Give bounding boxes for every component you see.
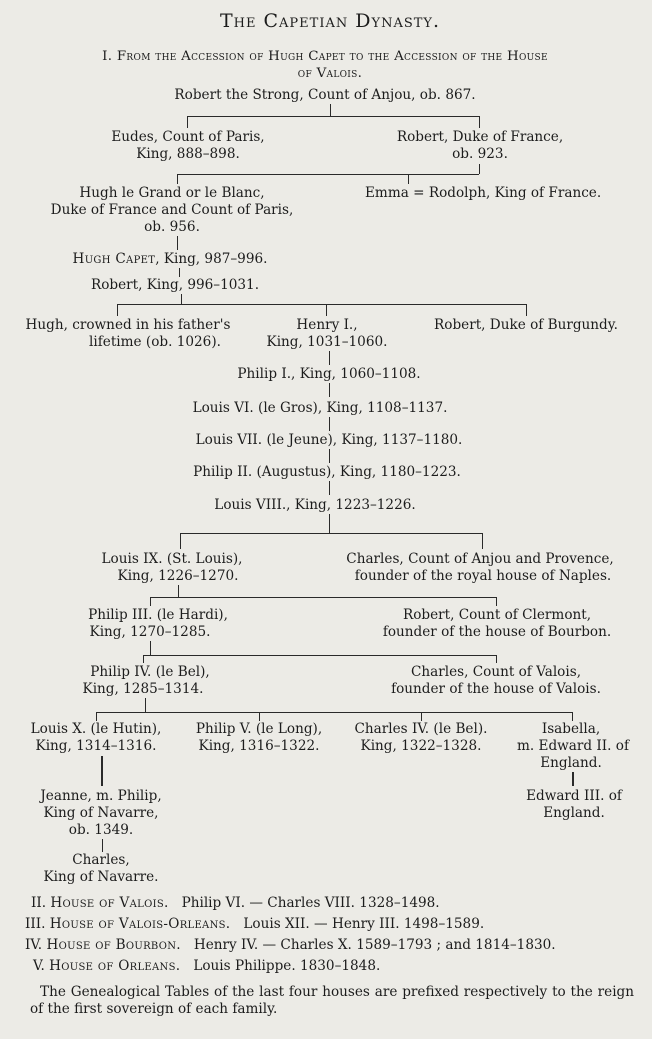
- louis-vi: Louis VI. (le Gros), King, 1108–1137.: [192, 400, 448, 416]
- hugh-capet-reign: , King, 987–996.: [155, 251, 268, 267]
- robert-duke-line1: Robert, Duke of France,: [396, 129, 564, 145]
- tree-line: [143, 655, 144, 663]
- tree-line: [178, 585, 179, 597]
- tree-line: [329, 417, 330, 431]
- tree-line: [101, 756, 103, 786]
- isabella-line2: m. Edward II. of: [516, 738, 630, 754]
- tree-line: [572, 772, 574, 786]
- tree-line: [572, 712, 573, 721]
- tree-line: [177, 174, 178, 184]
- section-heading-line1: I. From the Accession of Hugh Capet to the Accession of the House: [102, 49, 548, 64]
- house-number: II.: [31, 895, 47, 911]
- footnote: The Genealogical Tables of the last four houses are prefixed respectively to the reign of the first sovereign of each family.: [30, 984, 634, 1017]
- charles-iv-line1: Charles IV. (le Bel).: [354, 721, 488, 737]
- hugh-crowned-line2: lifetime (ob. 1026).: [89, 334, 221, 350]
- tree-line: [329, 481, 330, 495]
- tree-line: [326, 304, 327, 316]
- hugh-capet: [73, 251, 268, 268]
- isabella-line1: Isabella,: [541, 721, 601, 737]
- robert-burgundy: Robert, Duke of Burgundy.: [434, 317, 618, 333]
- robert-clermont-line1: Robert, Count of Clermont,: [402, 607, 592, 623]
- hugh-le-grand-line3: ob. 956.: [144, 219, 200, 235]
- house-reigns: Louis XII. — Henry III. 1498–1589.: [243, 916, 485, 932]
- tree-line: [187, 116, 479, 117]
- tree-line: [479, 164, 480, 174]
- tree-line: [329, 514, 330, 533]
- louis-x-line1: Louis X. (le Hutin),: [30, 721, 162, 737]
- henry-i-line2: King, 1031–1060.: [266, 334, 388, 350]
- robert-the-strong: Robert the Strong, Count of Anjou, ob. 867.: [174, 87, 476, 103]
- tree-line: [143, 655, 496, 656]
- philip-ii: Philip II. (Augustus), King, 1180–1223.: [193, 464, 461, 480]
- tree-line: [330, 104, 331, 116]
- robert-duke-line2: ob. 923.: [452, 146, 508, 162]
- tree-line: [145, 698, 146, 712]
- house-reigns: Louis Philippe. 1830–1848.: [193, 958, 381, 974]
- charles-valois-line2: founder of the house of Valois.: [391, 681, 601, 697]
- house-name: House of Valois-Orleans.: [49, 916, 231, 932]
- tree-line: [180, 533, 482, 534]
- house-name: House of Valois.: [50, 895, 169, 911]
- house-row: [25, 937, 556, 954]
- tree-line: [150, 641, 151, 655]
- tree-line: [421, 712, 422, 721]
- tree-line: [496, 597, 497, 606]
- tree-line: [187, 116, 188, 128]
- tree-line: [150, 597, 496, 598]
- hugh-crowned-line1: Hugh, crowned in his father's: [25, 317, 231, 333]
- tree-line: [496, 655, 497, 663]
- page-title: The Capetian Dynasty.: [219, 10, 441, 32]
- hugh-capet-name: Hugh Capet: [72, 251, 156, 267]
- tree-line: [259, 712, 260, 721]
- house-number: V.: [33, 958, 45, 974]
- emma-rodolph: Emma = Rodolph, King of France.: [365, 185, 602, 201]
- philip-iii-line2: King, 1270–1285.: [89, 624, 211, 640]
- eudes-line2: King, 888–898.: [136, 146, 240, 162]
- isabella-line3: England.: [540, 755, 602, 771]
- tree-line: [180, 533, 181, 549]
- tree-line: [181, 294, 182, 304]
- tree-line: [329, 383, 330, 397]
- section-heading-line2: of Valois.: [297, 66, 363, 81]
- tree-line: [117, 304, 118, 316]
- charles-anjou-line2: founder of the royal house of Naples.: [354, 568, 612, 584]
- charles-valois-line1: Charles, Count of Valois,: [410, 664, 582, 680]
- jeanne-line1: Jeanne, m. Philip,: [40, 788, 162, 804]
- house-number: III.: [25, 916, 46, 932]
- tree-line: [329, 449, 330, 463]
- house-reigns: Henry IV. — Charles X. 1589–1793 ; and 1814–1830.: [193, 937, 556, 953]
- house-row: [31, 895, 440, 912]
- philip-i: Philip I., King, 1060–1108.: [237, 366, 421, 382]
- louis-vii: Louis VII. (le Jeune), King, 1137–1180.: [195, 432, 463, 448]
- tree-line: [117, 304, 526, 305]
- tree-line: [177, 236, 178, 250]
- tree-line: [479, 116, 480, 128]
- tree-line: [150, 597, 151, 606]
- house-row: [33, 958, 380, 975]
- house-reigns: Philip VI. — Charles VIII. 1328–1498.: [181, 895, 440, 911]
- eudes-line1: Eudes, Count of Paris,: [111, 129, 265, 145]
- charles-iv-line2: King, 1322–1328.: [360, 738, 482, 754]
- house-number: IV.: [25, 937, 43, 953]
- philip-iv-line1: Philip IV. (le Bel),: [90, 664, 210, 680]
- house-name: House of Orleans.: [49, 958, 181, 974]
- louis-ix-line2: King, 1226–1270.: [117, 568, 239, 584]
- philip-v-line2: King, 1316–1322.: [198, 738, 320, 754]
- jeanne-line3: ob. 1349.: [68, 822, 134, 838]
- charles-navarre-line1: Charles,: [72, 852, 130, 868]
- tree-line: [177, 174, 479, 175]
- tree-line: [96, 712, 572, 713]
- hugh-le-grand-line1: Hugh le Grand or le Blanc,: [79, 185, 265, 201]
- tree-line: [102, 839, 103, 852]
- edward-iii-line2: England.: [543, 805, 605, 821]
- tree-line: [482, 533, 483, 549]
- jeanne-line2: King of Navarre,: [43, 805, 159, 821]
- robert-king: Robert, King, 996–1031.: [90, 277, 260, 293]
- charles-navarre-line2: King of Navarre.: [43, 869, 159, 885]
- louis-x-line2: King, 1314–1316.: [35, 738, 157, 754]
- philip-iii-line1: Philip III. (le Hardi),: [88, 607, 228, 623]
- edward-iii-line1: Edward III. of: [526, 788, 622, 804]
- house-row: [25, 916, 484, 933]
- philip-iv-line2: King, 1285–1314.: [82, 681, 204, 697]
- house-name: House of Bourbon.: [46, 937, 181, 953]
- tree-line: [96, 712, 97, 721]
- hugh-le-grand-line2: Duke of France and Count of Paris,: [50, 202, 294, 218]
- tree-line: [179, 268, 180, 277]
- henry-i-line1: Henry I.,: [296, 317, 358, 333]
- louis-ix-line1: Louis IX. (St. Louis),: [101, 551, 243, 567]
- louis-viii: Louis VIII., King, 1223–1226.: [214, 497, 416, 513]
- tree-line: [408, 174, 409, 184]
- tree-line: [526, 304, 527, 316]
- charles-anjou-line1: Charles, Count of Anjou and Provence,: [346, 551, 614, 567]
- tree-line: [329, 351, 330, 365]
- robert-clermont-line2: founder of the house of Bourbon.: [382, 624, 612, 640]
- philip-v-line1: Philip V. (le Long),: [195, 721, 323, 737]
